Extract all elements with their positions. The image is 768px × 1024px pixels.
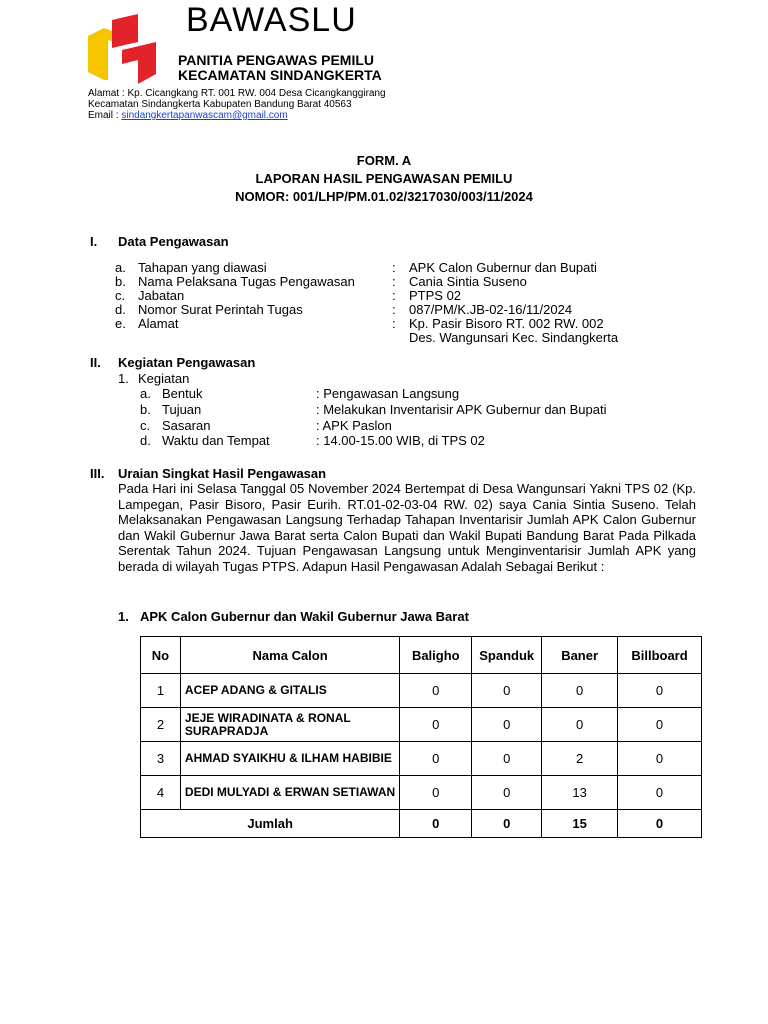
- item-value-jabatan: PTPS 02: [409, 288, 462, 303]
- org-name: BAWASLU: [186, 1, 357, 39]
- section-2-heading: Kegiatan Pengawasan: [118, 355, 256, 370]
- total-billboard: 0: [618, 810, 702, 838]
- cell-baligho: 0: [400, 776, 472, 810]
- cell-nama-calon: AHMAD SYAIKHU & ILHAM HABIBIE: [180, 742, 399, 776]
- header-no: No: [141, 637, 181, 674]
- header-baner: Baner: [542, 637, 618, 674]
- cell-baligho: 0: [400, 708, 472, 742]
- cell-billboard: 0: [618, 742, 702, 776]
- section-3-heading: Uraian Singkat Hasil Pengawasan: [118, 466, 327, 481]
- email-label: Email :: [88, 110, 122, 121]
- item-label-alamat: Alamat: [138, 316, 179, 331]
- item-label-jabatan: Jabatan: [138, 288, 185, 303]
- item-letter: b.: [140, 402, 151, 417]
- kegiatan-label: Kegiatan: [138, 371, 190, 386]
- item-letter: e.: [115, 316, 126, 331]
- header-baligho: Baligho: [400, 637, 472, 674]
- item-value-nomor-surat: 087/PM/K.JB-02-16/11/2024: [409, 302, 573, 317]
- table-total-row: [141, 810, 702, 838]
- total-baligho: 0: [400, 810, 472, 838]
- header-nama-calon: Nama Calon: [180, 637, 399, 674]
- table-header-row: [141, 637, 702, 674]
- item-label-bentuk: Bentuk: [162, 386, 203, 401]
- item-value-waktu: : 14.00-15.00 WIB, di TPS 02: [316, 433, 485, 448]
- item-label-tujuan: Tujuan: [162, 402, 202, 417]
- item-value-alamat-line-2: Des. Wangunsari Kec. Sindangkerta: [409, 330, 619, 345]
- item-value-sasaran: : APK Paslon: [316, 418, 392, 433]
- cell-billboard: 0: [618, 776, 702, 810]
- logo-red-flag: [112, 14, 138, 48]
- logo-left-shape: [88, 28, 104, 80]
- table-row: [141, 742, 702, 776]
- cell-nama-calon: ACEP ADANG & GITALIS: [180, 674, 399, 708]
- item-value-tahapan: APK Calon Gubernur dan Bupati: [409, 260, 597, 275]
- apk-list-number: 1.: [118, 609, 129, 624]
- header-spanduk: Spanduk: [472, 637, 542, 674]
- table-row: [141, 776, 702, 810]
- cell-billboard: 0: [618, 708, 702, 742]
- item-label-tahapan: Tahapan yang diawasi: [138, 260, 267, 275]
- form-title: FORM. A: [356, 153, 412, 168]
- table-row: [141, 708, 702, 742]
- item-letter: d.: [140, 433, 151, 448]
- item-value-alamat: Kp. Pasir Bisoro RT. 002 RW. 002: [409, 316, 604, 331]
- item-value-nama: Cania Sintia Suseno: [409, 274, 527, 289]
- cell-baner: 13: [542, 776, 618, 810]
- section-1-number: I.: [90, 234, 98, 249]
- cell-baner: 0: [542, 674, 618, 708]
- cell-baner: 2: [542, 742, 618, 776]
- cell-billboard: 0: [618, 674, 702, 708]
- item-letter: a.: [115, 260, 126, 275]
- header-billboard: Billboard: [618, 637, 702, 674]
- cell-no: 4: [141, 776, 181, 810]
- item-letter: c.: [140, 418, 151, 433]
- item-colon: :: [392, 288, 396, 303]
- address-line-1: Alamat : Kp. Cicangkang RT. 001 RW. 004 Desa Cicangkanggirang: [88, 88, 386, 99]
- cell-no: 2: [141, 708, 181, 742]
- cell-no: 3: [141, 742, 181, 776]
- item-colon: :: [392, 260, 396, 275]
- cell-nama-calon: DEDI MULYADI & ERWAN SETIAWAN: [180, 776, 399, 810]
- cell-spanduk: 0: [472, 742, 542, 776]
- item-letter: a.: [140, 386, 151, 401]
- bawaslu-logo: [86, 14, 158, 86]
- kegiatan-number: 1.: [118, 371, 129, 386]
- section-2-number: II.: [90, 355, 101, 370]
- item-value-tujuan: : Melakukan Inventarisir APK Gubernur dan Bupati: [316, 402, 607, 417]
- section-1-heading: Data Pengawasan: [118, 234, 229, 249]
- item-letter: c.: [115, 288, 126, 303]
- email-line: [88, 110, 288, 122]
- cell-spanduk: 0: [472, 674, 542, 708]
- item-label-waktu: Waktu dan Tempat: [162, 433, 270, 448]
- item-label-sasaran: Sasaran: [162, 418, 211, 433]
- cell-spanduk: 0: [472, 776, 542, 810]
- cell-nama-calon: JEJE WIRADINATA & RONAL SURAPRADJA: [180, 708, 399, 742]
- logo-right-shape: [122, 42, 156, 84]
- item-colon: :: [392, 302, 396, 317]
- total-baner: 15: [542, 810, 618, 838]
- cell-spanduk: 0: [472, 708, 542, 742]
- section-3-number: III.: [90, 466, 105, 481]
- item-label-nama: Nama Pelaksana Tugas Pengawasan: [138, 274, 355, 289]
- uraian-paragraph: Pada Hari ini Selasa Tanggal 05 November 2024 Bertempat di Desa Wangunsari Yakni TPS 02 (Kp. Lampegan, Pasir Bisoro, Pasir Eurih. RT.01-02-03-04 RW. 02) saya Cania Sintia Suseno. Telah Melaksanakan Pengawasan Langsung Terhadap Tahapan Inventarisir Jumlah APK Calon Gubernur dan Wakil Gubernur Jawa Barat serta Calon Bupati dan Wakil Bupati Bandung Barat Pada Pilkada Serentak Tahun 2024. Tujuan Pengawasan Langsung untuk Menginventarisir Jumlah APK yang berada di wilayah Tugas PTPS. Adapun Hasil Pengawasan Adalah Sebagai Berikut :: [118, 481, 696, 574]
- table-row: [141, 674, 702, 708]
- item-letter: d.: [115, 302, 126, 317]
- item-label-nomor-surat: Nomor Surat Perintah Tugas: [138, 302, 303, 317]
- cell-baner: 0: [542, 708, 618, 742]
- item-value-bentuk: : Pengawasan Langsung: [316, 386, 460, 401]
- item-colon: :: [392, 274, 396, 289]
- subtitle-kecamatan: KECAMATAN SINDANGKERTA: [178, 67, 382, 83]
- apk-list-title: APK Calon Gubernur dan Wakil Gubernur Jawa Barat: [140, 609, 469, 624]
- total-spanduk: 0: [472, 810, 542, 838]
- address-line-2: Kecamatan Sindangkerta Kabupaten Bandung Barat 40563: [88, 99, 352, 110]
- total-label: Jumlah: [141, 810, 400, 838]
- report-title: LAPORAN HASIL PENGAWASAN PEMILU: [255, 171, 513, 186]
- apk-table: [140, 636, 702, 838]
- item-colon: :: [392, 316, 396, 331]
- subtitle-panitia: PANITIA PENGAWAS PEMILU: [178, 52, 375, 68]
- cell-baligho: 0: [400, 742, 472, 776]
- cell-no: 1: [141, 674, 181, 708]
- cell-baligho: 0: [400, 674, 472, 708]
- email-link[interactable]: sindangkertapanwascam@gmail.com: [121, 110, 288, 121]
- report-number: NOMOR: 001/LHP/PM.01.02/3217030/003/11/2024: [235, 189, 533, 204]
- item-letter: b.: [115, 274, 126, 289]
